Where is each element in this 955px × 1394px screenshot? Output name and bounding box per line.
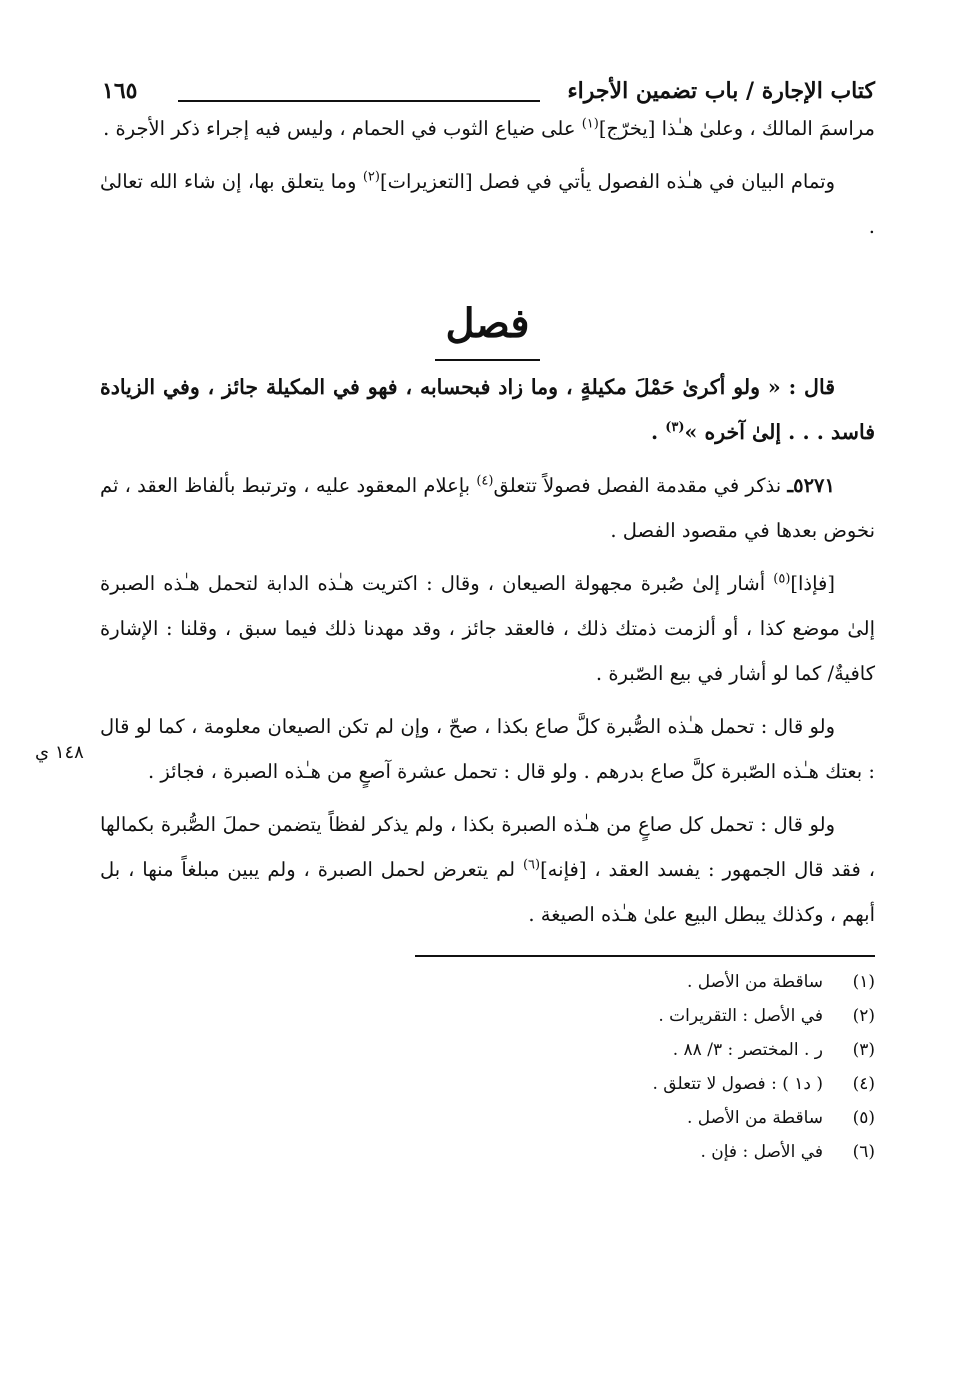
quoted-text: قال : « ولو أكرىٰ حَمْلَ مكيلةٍ ، وما زاد فبحسابه ، فهو في المكيلة جائز ، وفي الزيادة فاسد . . . إلىٰ آخره »$^{(٣)}$ . [100,375,875,444]
header-rule [178,100,540,102]
running-header [100,70,875,106]
margin-note: ١٤٨ ي [35,742,84,763]
footnote-item: (٣)ر . المختصر : ٣/ ٨٨ . [672,1040,875,1060]
footnote-ref-5: (٥) [773,571,791,587]
footnote-ref-3: (٣) [665,420,685,436]
page-number: ١٦٥ [102,78,138,104]
footnote-ref-4: (٤) [476,473,494,489]
paragraph-4: [فإذا]$^{(٥)}$ أشار إلىٰ صُبرة مجهولة الصيعان ، وقال : اكتريت هـٰذه الدابة لتحمل هـٰذه الصبرة إلىٰ موضع كذا ، أو ألزمت ذمتك ذلك ، فالعقد جائز ، وقد مهدنا ذلك فيما سبق ، وقلنا : الإشارة كافيةٌ/ كما لو أشار في بيع الصّبرة . [100,571,875,685]
footnote-item: (٦)في الأصل : فإن . [700,1142,875,1162]
paragraph-5: ولو قال : تحمل هـٰذه الصُّبرة كلَّ صاع بكذا ، صحّ ، وإن لم تكن الصيعان معلومة ، كما لو قال : بعتك هـٰذه الصّبرة كلَّ صاع بدرهم . ولو قال : تحمل عشرة آصعٍ من هـٰذه الصبرة ، فجائز . [100,715,875,783]
footnote-item: (١)ساقطة من الأصل . [687,972,875,992]
footnotes-list [100,965,875,1169]
footnote-ref-2: (٢) [362,169,380,185]
paragraph-2: وتمام البيان في هـٰذه الفصول يأتي في فصل [التعزيرات]$^{(٢)}$ وما يتعلق بها، إن شاء الله تعالىٰ . [100,169,875,238]
footnote-item: (٤)( د١ ) : فصول لا تتعلق . [652,1074,875,1094]
paragraph-number: ٥٢٧١ـ [787,474,835,497]
footnote-item: (٥)ساقطة من الأصل . [687,1108,875,1128]
document-page [100,70,875,1169]
section-ornament [100,289,875,361]
footnote-item: (٢)في الأصل : التقريرات . [658,1006,875,1026]
section-heading: فصل [435,289,539,361]
footnote-ref-1: (١) [581,116,599,132]
footnote-separator [415,955,875,957]
header-title: كتاب الإجارة / باب تضمين الأجراء [567,78,875,104]
paragraph-6: ولو قال : تحمل كل صاعٍ من هـٰذه الصبرة بكذا ، ولم يذكر لفظاً يتضمن حملَ الصُّبرة بكمالها ، فقد قال الجمهور : يفسد العقد ، [فإنه]$^{(٦)}$ لم يتعرض لحمل الصبرة ، ولم يبين مبلغاً منها ، بل أبهم ، وكذلك يبطل البيع علىٰ هـٰذه الصيغة . [100,813,875,926]
footnote-ref-6: (٦) [522,857,541,873]
paragraph-1: مراسمَ المالك ، وعلىٰ هـٰذا [يخرّج]$^{(١)}$ على ضياع الثوب في الحمام ، وليس فيه إجراء ذكر الأجرة . [103,116,875,140]
paragraph-3: ٥٢٧١ـ نذكر في مقدمة الفصل فصولاً تتعلق$^{(٤)}$ بإعلام المعقود عليه ، وترتبط بألفاظ العقد ، ثم نخوض بعدها في مقصود الفصل . [100,473,875,542]
